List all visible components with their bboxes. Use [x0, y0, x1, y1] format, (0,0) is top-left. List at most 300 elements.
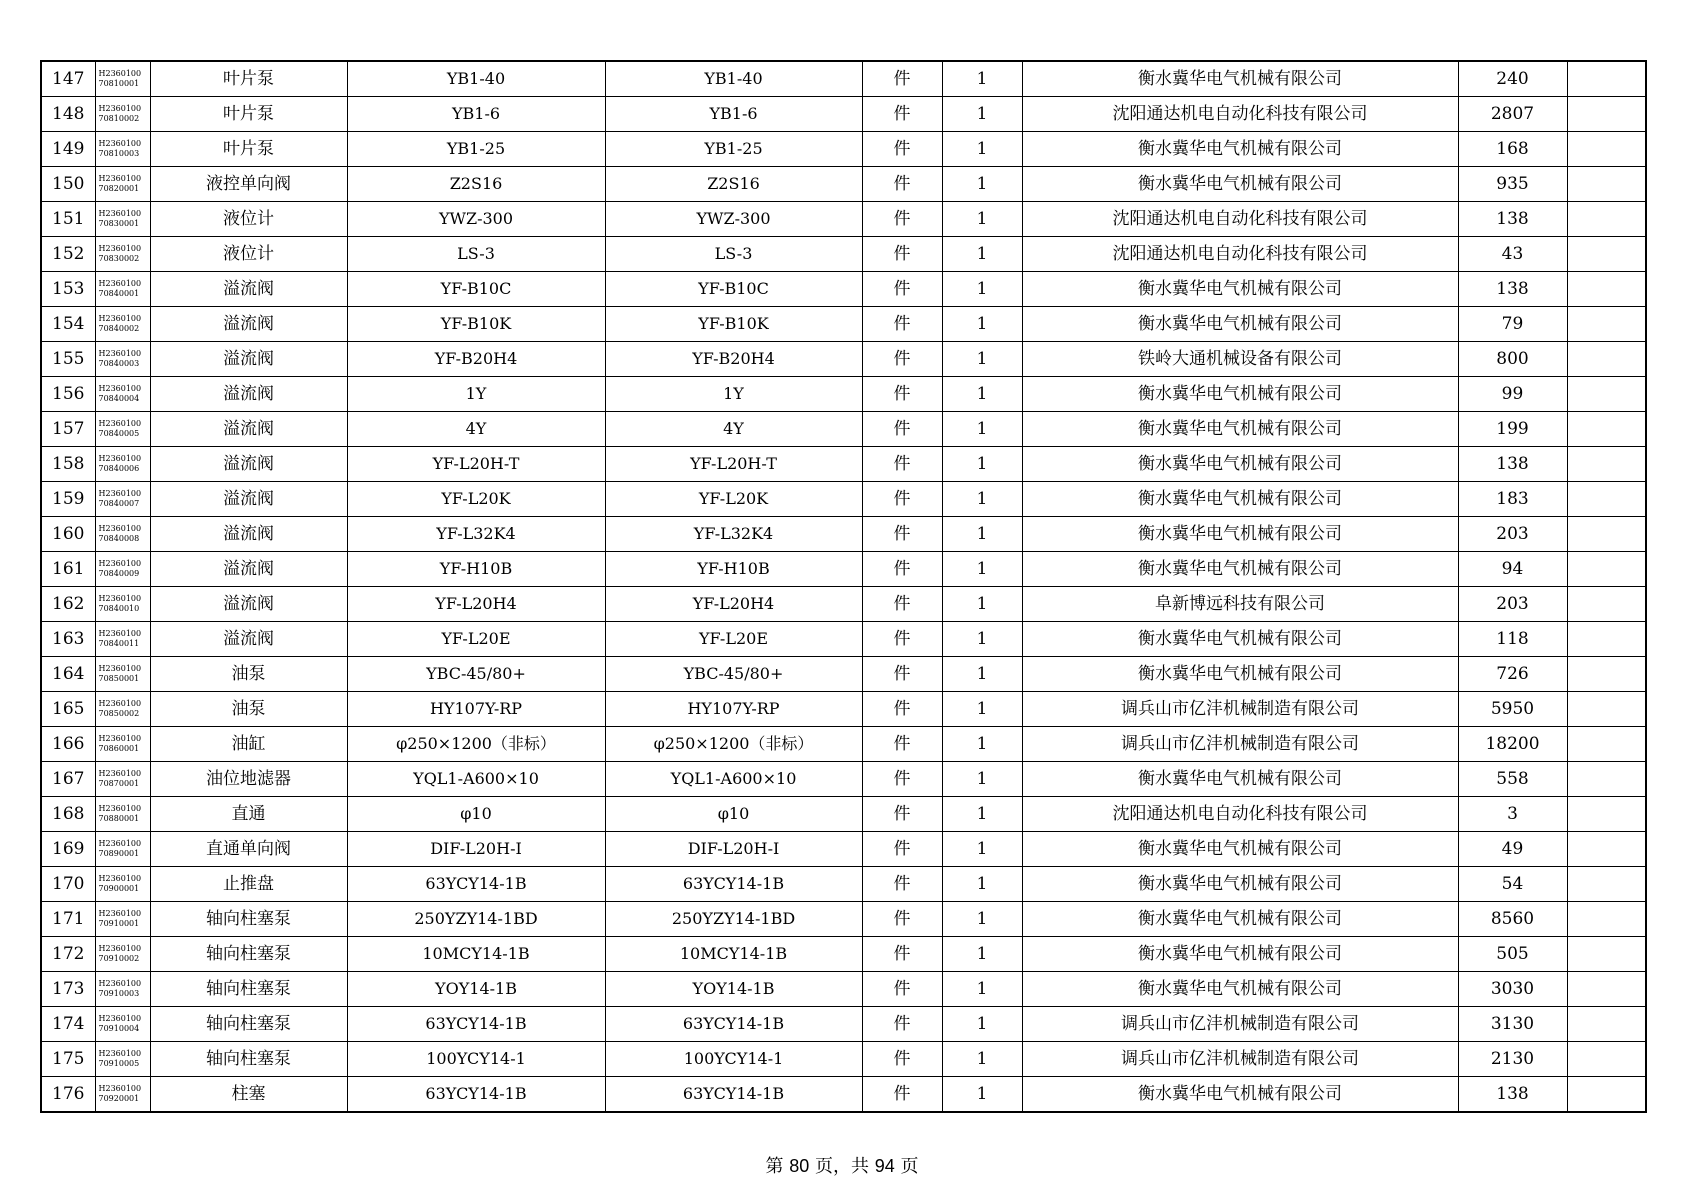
unit-cell: 件 [862, 237, 942, 272]
price-cell: 3130 [1458, 1007, 1567, 1042]
spec-cell: YB1-25 [347, 132, 605, 167]
supplier-cell: 衡水冀华电气机械有限公司 [1022, 307, 1458, 342]
material-code-cell [95, 587, 150, 622]
row-number-cell: 160 [41, 517, 95, 552]
price-cell: 5950 [1458, 692, 1567, 727]
unit-cell: 件 [862, 97, 942, 132]
supplier-cell: 调兵山市亿沣机械制造有限公司 [1022, 727, 1458, 762]
material-code-line-1: H2360100 [98, 314, 142, 323]
price-cell: 3030 [1458, 972, 1567, 1007]
table-row [41, 237, 1646, 272]
price-cell: 138 [1458, 447, 1567, 482]
supplier-cell: 衡水冀华电气机械有限公司 [1022, 552, 1458, 587]
note-cell [1567, 307, 1646, 342]
note-cell [1567, 202, 1646, 237]
row-number-cell: 170 [41, 867, 95, 902]
note-cell [1567, 482, 1646, 517]
note-cell [1567, 1042, 1646, 1077]
item-name-cell: 轴向柱塞泵 [150, 972, 347, 1007]
table-row [41, 902, 1646, 937]
spec-cell: YOY14-1B [347, 972, 605, 1007]
note-cell [1567, 1077, 1646, 1113]
model-cell: 1Y [605, 377, 862, 412]
item-name-cell: 叶片泵 [150, 132, 347, 167]
material-code-line-1: H2360100 [98, 839, 142, 848]
table-row [41, 482, 1646, 517]
material-code-cell [95, 202, 150, 237]
item-name-cell: 直通单向阀 [150, 832, 347, 867]
material-code-line-2: 70830002 [98, 254, 140, 263]
table-row [41, 552, 1646, 587]
spec-cell: 63YCY14-1B [347, 867, 605, 902]
table-row [41, 657, 1646, 692]
item-name-cell: 溢流阀 [150, 272, 347, 307]
material-code-line-1: H2360100 [98, 1014, 142, 1023]
spec-cell: YF-L32K4 [347, 517, 605, 552]
quantity-cell: 1 [942, 202, 1022, 237]
supplier-cell: 沈阳通达机电自动化科技有限公司 [1022, 237, 1458, 272]
material-code-line-1: H2360100 [98, 594, 142, 603]
material-code-cell [95, 97, 150, 132]
quantity-cell: 1 [942, 272, 1022, 307]
row-number-cell: 176 [41, 1077, 95, 1113]
table-body [41, 61, 1646, 1112]
material-code-cell [95, 762, 150, 797]
material-code-line-2: 70840010 [98, 604, 140, 613]
model-cell: YF-L20E [605, 622, 862, 657]
material-code-line-2: 70910003 [98, 989, 140, 998]
quantity-cell: 1 [942, 797, 1022, 832]
model-cell: YWZ-300 [605, 202, 862, 237]
material-code-line-1: H2360100 [98, 804, 142, 813]
price-cell: 199 [1458, 412, 1567, 447]
material-code-cell [95, 377, 150, 412]
table-row [41, 762, 1646, 797]
spec-cell: YF-B10K [347, 307, 605, 342]
model-cell: YF-L20K [605, 482, 862, 517]
table-row [41, 517, 1646, 552]
model-cell: YOY14-1B [605, 972, 862, 1007]
table-row [41, 377, 1646, 412]
material-code-cell [95, 1077, 150, 1113]
row-number-cell: 155 [41, 342, 95, 377]
model-cell: YF-B10K [605, 307, 862, 342]
model-cell: 63YCY14-1B [605, 1007, 862, 1042]
note-cell [1567, 61, 1646, 97]
material-code-line-1: H2360100 [98, 874, 142, 883]
unit-cell: 件 [862, 902, 942, 937]
model-cell: 63YCY14-1B [605, 867, 862, 902]
supplier-cell: 调兵山市亿沣机械制造有限公司 [1022, 692, 1458, 727]
material-code-line-1: H2360100 [98, 734, 142, 743]
note-cell [1567, 377, 1646, 412]
note-cell [1567, 937, 1646, 972]
item-name-cell: 油泵 [150, 657, 347, 692]
price-cell: 99 [1458, 377, 1567, 412]
supplier-cell: 阜新博远科技有限公司 [1022, 587, 1458, 622]
item-name-cell: 溢流阀 [150, 342, 347, 377]
unit-cell: 件 [862, 727, 942, 762]
material-code-line-2: 70900001 [98, 884, 140, 893]
material-code-cell [95, 937, 150, 972]
row-number-cell: 150 [41, 167, 95, 202]
quantity-cell: 1 [942, 692, 1022, 727]
supplier-cell: 衡水冀华电气机械有限公司 [1022, 937, 1458, 972]
price-cell: 203 [1458, 587, 1567, 622]
spec-cell: YQL1-A600×10 [347, 762, 605, 797]
quantity-cell: 1 [942, 61, 1022, 97]
item-name-cell: 油缸 [150, 727, 347, 762]
supplier-cell: 衡水冀华电气机械有限公司 [1022, 972, 1458, 1007]
model-cell: YF-H10B [605, 552, 862, 587]
item-name-cell: 溢流阀 [150, 587, 347, 622]
material-code-cell [95, 902, 150, 937]
table-row [41, 1007, 1646, 1042]
model-cell: LS-3 [605, 237, 862, 272]
quantity-cell: 1 [942, 482, 1022, 517]
item-name-cell: 溢流阀 [150, 412, 347, 447]
model-cell: YF-L20H-T [605, 447, 862, 482]
material-code-line-2: 70840008 [98, 534, 140, 543]
spec-cell: Z2S16 [347, 167, 605, 202]
material-code-cell [95, 342, 150, 377]
table-row [41, 587, 1646, 622]
unit-cell: 件 [862, 342, 942, 377]
material-code-line-2: 70810002 [98, 114, 140, 123]
spec-cell: YF-L20H-T [347, 447, 605, 482]
row-number-cell: 156 [41, 377, 95, 412]
table-row [41, 272, 1646, 307]
row-number-cell: 152 [41, 237, 95, 272]
row-number-cell: 151 [41, 202, 95, 237]
price-cell: 183 [1458, 482, 1567, 517]
quantity-cell: 1 [942, 307, 1022, 342]
price-cell: 8560 [1458, 902, 1567, 937]
unit-cell: 件 [862, 937, 942, 972]
table-row [41, 727, 1646, 762]
price-cell: 240 [1458, 61, 1567, 97]
material-code-cell [95, 1007, 150, 1042]
price-cell: 138 [1458, 1077, 1567, 1113]
table-row [41, 692, 1646, 727]
row-number-cell: 165 [41, 692, 95, 727]
item-name-cell: 溢流阀 [150, 447, 347, 482]
material-code-line-1: H2360100 [98, 384, 142, 393]
quantity-cell: 1 [942, 517, 1022, 552]
unit-cell: 件 [862, 587, 942, 622]
material-code-cell [95, 412, 150, 447]
material-code-line-1: H2360100 [98, 174, 142, 183]
row-number-cell: 159 [41, 482, 95, 517]
material-code-cell [95, 237, 150, 272]
unit-cell: 件 [862, 552, 942, 587]
model-cell: 63YCY14-1B [605, 1077, 862, 1113]
model-cell: 10MCY14-1B [605, 937, 862, 972]
material-code-line-2: 70810001 [98, 79, 140, 88]
model-cell: 4Y [605, 412, 862, 447]
unit-cell: 件 [862, 167, 942, 202]
quantity-cell: 1 [942, 727, 1022, 762]
row-number-cell: 157 [41, 412, 95, 447]
row-number-cell: 167 [41, 762, 95, 797]
material-code-cell [95, 972, 150, 1007]
quantity-cell: 1 [942, 1077, 1022, 1113]
material-code-line-1: H2360100 [98, 769, 142, 778]
material-code-line-2: 70890001 [98, 849, 140, 858]
unit-cell: 件 [862, 517, 942, 552]
material-code-line-1: H2360100 [98, 104, 142, 113]
model-cell: Z2S16 [605, 167, 862, 202]
item-name-cell: 液位计 [150, 202, 347, 237]
unit-cell: 件 [862, 1042, 942, 1077]
table-row [41, 167, 1646, 202]
note-cell [1567, 552, 1646, 587]
note-cell [1567, 412, 1646, 447]
price-cell: 168 [1458, 132, 1567, 167]
unit-cell: 件 [862, 482, 942, 517]
material-code-line-2: 70910002 [98, 954, 140, 963]
model-cell: YF-L32K4 [605, 517, 862, 552]
supplier-cell: 衡水冀华电气机械有限公司 [1022, 832, 1458, 867]
table-row [41, 622, 1646, 657]
model-cell: DIF-L20H-I [605, 832, 862, 867]
spec-cell: 1Y [347, 377, 605, 412]
material-code-line-1: H2360100 [98, 524, 142, 533]
unit-cell: 件 [862, 1007, 942, 1042]
quantity-cell: 1 [942, 447, 1022, 482]
quantity-cell: 1 [942, 552, 1022, 587]
supplier-cell: 衡水冀华电气机械有限公司 [1022, 902, 1458, 937]
material-code-cell [95, 482, 150, 517]
supplier-cell: 衡水冀华电气机械有限公司 [1022, 517, 1458, 552]
item-name-cell: 油泵 [150, 692, 347, 727]
note-cell [1567, 762, 1646, 797]
model-cell: HY107Y-RP [605, 692, 862, 727]
row-number-cell: 164 [41, 657, 95, 692]
material-code-line-2: 70850002 [98, 709, 140, 718]
model-cell: φ250×1200（非标） [605, 727, 862, 762]
model-cell: YB1-40 [605, 61, 862, 97]
spec-cell: φ250×1200（非标） [347, 727, 605, 762]
spec-cell: YB1-6 [347, 97, 605, 132]
note-cell [1567, 692, 1646, 727]
supplier-cell: 衡水冀华电气机械有限公司 [1022, 622, 1458, 657]
price-cell: 138 [1458, 272, 1567, 307]
footer-middle: 页，共 [809, 1156, 875, 1177]
item-name-cell: 叶片泵 [150, 61, 347, 97]
supplier-cell: 铁岭大通机械设备有限公司 [1022, 342, 1458, 377]
material-code-line-1: H2360100 [98, 454, 142, 463]
row-number-cell: 175 [41, 1042, 95, 1077]
table-row [41, 832, 1646, 867]
model-cell: 250YZY14-1BD [605, 902, 862, 937]
quantity-cell: 1 [942, 657, 1022, 692]
material-code-line-2: 70870001 [98, 779, 140, 788]
unit-cell: 件 [862, 202, 942, 237]
footer-suffix: 页 [894, 1156, 919, 1177]
material-code-cell [95, 517, 150, 552]
supplier-cell: 衡水冀华电气机械有限公司 [1022, 867, 1458, 902]
material-code-line-2: 70910004 [98, 1024, 140, 1033]
supplier-cell: 衡水冀华电气机械有限公司 [1022, 657, 1458, 692]
spec-cell: φ10 [347, 797, 605, 832]
supplier-cell: 衡水冀华电气机械有限公司 [1022, 762, 1458, 797]
table-row [41, 412, 1646, 447]
material-code-line-1: H2360100 [98, 209, 142, 218]
unit-cell: 件 [862, 272, 942, 307]
table-row [41, 61, 1646, 97]
quantity-cell: 1 [942, 937, 1022, 972]
material-code-cell [95, 657, 150, 692]
unit-cell: 件 [862, 377, 942, 412]
material-code-line-2: 70860001 [98, 744, 140, 753]
note-cell [1567, 272, 1646, 307]
spec-cell: YF-B10C [347, 272, 605, 307]
note-cell [1567, 622, 1646, 657]
supplier-cell: 衡水冀华电气机械有限公司 [1022, 167, 1458, 202]
material-code-cell [95, 167, 150, 202]
material-code-cell [95, 867, 150, 902]
price-cell: 3 [1458, 797, 1567, 832]
quantity-cell: 1 [942, 132, 1022, 167]
material-code-cell [95, 61, 150, 97]
material-code-line-1: H2360100 [98, 909, 142, 918]
material-code-line-2: 70820001 [98, 184, 140, 193]
quantity-cell: 1 [942, 762, 1022, 797]
total-page-number: 94 [874, 1156, 895, 1176]
material-code-cell [95, 1042, 150, 1077]
model-cell: YBC-45/80+ [605, 657, 862, 692]
supplier-cell: 调兵山市亿沣机械制造有限公司 [1022, 1007, 1458, 1042]
price-cell: 558 [1458, 762, 1567, 797]
row-number-cell: 169 [41, 832, 95, 867]
row-number-cell: 163 [41, 622, 95, 657]
price-cell: 49 [1458, 832, 1567, 867]
material-code-line-1: H2360100 [98, 279, 142, 288]
quantity-cell: 1 [942, 237, 1022, 272]
material-code-line-1: H2360100 [98, 489, 142, 498]
spec-cell: YWZ-300 [347, 202, 605, 237]
supplier-cell: 沈阳通达机电自动化科技有限公司 [1022, 797, 1458, 832]
unit-cell: 件 [862, 1077, 942, 1113]
row-number-cell: 158 [41, 447, 95, 482]
table-row [41, 132, 1646, 167]
unit-cell: 件 [862, 61, 942, 97]
table-row [41, 447, 1646, 482]
spec-cell: YB1-40 [347, 61, 605, 97]
row-number-cell: 171 [41, 902, 95, 937]
supplier-cell: 衡水冀华电气机械有限公司 [1022, 1077, 1458, 1113]
material-code-line-1: H2360100 [98, 699, 142, 708]
item-name-cell: 轴向柱塞泵 [150, 1042, 347, 1077]
price-cell: 43 [1458, 237, 1567, 272]
material-code-cell [95, 797, 150, 832]
material-code-cell [95, 622, 150, 657]
model-cell: YF-L20H4 [605, 587, 862, 622]
item-name-cell: 油位地滤器 [150, 762, 347, 797]
unit-cell: 件 [862, 832, 942, 867]
material-code-line-2: 70840009 [98, 569, 140, 578]
price-cell: 935 [1458, 167, 1567, 202]
spec-cell: YF-L20E [347, 622, 605, 657]
price-cell: 800 [1458, 342, 1567, 377]
spec-cell: YF-L20K [347, 482, 605, 517]
price-table [40, 60, 1647, 1113]
spec-cell: YBC-45/80+ [347, 657, 605, 692]
spec-cell: 100YCY14-1 [347, 1042, 605, 1077]
supplier-cell: 衡水冀华电气机械有限公司 [1022, 132, 1458, 167]
model-cell: 100YCY14-1 [605, 1042, 862, 1077]
unit-cell: 件 [862, 762, 942, 797]
spec-cell: YF-L20H4 [347, 587, 605, 622]
material-code-cell [95, 447, 150, 482]
quantity-cell: 1 [942, 867, 1022, 902]
row-number-cell: 173 [41, 972, 95, 1007]
item-name-cell: 叶片泵 [150, 97, 347, 132]
spec-cell: 63YCY14-1B [347, 1077, 605, 1113]
unit-cell: 件 [862, 132, 942, 167]
note-cell [1567, 797, 1646, 832]
item-name-cell: 止推盘 [150, 867, 347, 902]
table-row [41, 867, 1646, 902]
price-cell: 203 [1458, 517, 1567, 552]
quantity-cell: 1 [942, 1007, 1022, 1042]
price-cell: 138 [1458, 202, 1567, 237]
note-cell [1567, 132, 1646, 167]
model-cell: YQL1-A600×10 [605, 762, 862, 797]
item-name-cell: 直通 [150, 797, 347, 832]
quantity-cell: 1 [942, 972, 1022, 1007]
note-cell [1567, 727, 1646, 762]
item-name-cell: 轴向柱塞泵 [150, 937, 347, 972]
material-code-line-2: 70910005 [98, 1059, 140, 1068]
material-code-line-1: H2360100 [98, 664, 142, 673]
item-name-cell: 溢流阀 [150, 622, 347, 657]
price-cell: 79 [1458, 307, 1567, 342]
unit-cell: 件 [862, 657, 942, 692]
model-cell: φ10 [605, 797, 862, 832]
note-cell [1567, 447, 1646, 482]
material-code-line-2: 70840004 [98, 394, 140, 403]
price-cell: 505 [1458, 937, 1567, 972]
price-cell: 2807 [1458, 97, 1567, 132]
note-cell [1567, 867, 1646, 902]
quantity-cell: 1 [942, 832, 1022, 867]
material-code-cell [95, 692, 150, 727]
table-row [41, 97, 1646, 132]
quantity-cell: 1 [942, 412, 1022, 447]
material-code-cell [95, 132, 150, 167]
material-code-line-2: 70840003 [98, 359, 140, 368]
note-cell [1567, 237, 1646, 272]
material-code-line-2: 70920001 [98, 1094, 140, 1103]
material-code-line-2: 70840001 [98, 289, 140, 298]
material-code-line-2: 70850001 [98, 674, 140, 683]
unit-cell: 件 [862, 412, 942, 447]
quantity-cell: 1 [942, 587, 1022, 622]
row-number-cell: 147 [41, 61, 95, 97]
quantity-cell: 1 [942, 342, 1022, 377]
note-cell [1567, 972, 1646, 1007]
supplier-cell: 沈阳通达机电自动化科技有限公司 [1022, 97, 1458, 132]
material-code-cell [95, 552, 150, 587]
footer-prefix: 第 [765, 1156, 790, 1177]
row-number-cell: 162 [41, 587, 95, 622]
material-code-line-1: H2360100 [98, 944, 142, 953]
spec-cell: LS-3 [347, 237, 605, 272]
supplier-cell: 衡水冀华电气机械有限公司 [1022, 447, 1458, 482]
quantity-cell: 1 [942, 167, 1022, 202]
